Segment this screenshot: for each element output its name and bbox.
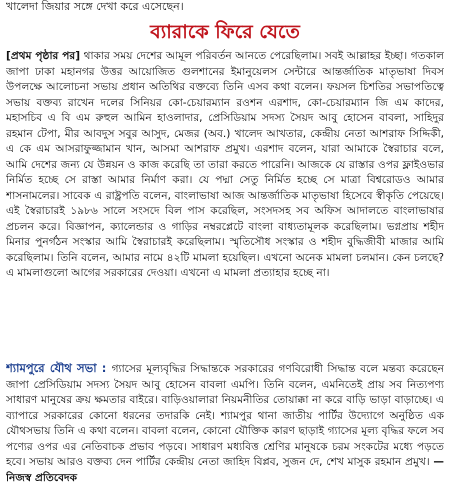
article-paragraph: থাকার সময় দেশের আমূল পরিবর্তন আনতে পেরেছিলাম। সবই আল্লাহর ইচ্ছা। গতকাল জাপা ঢাকা মহানগর উত্তর আয়োজিত গুলশানের ইমানুয়েলস সেন্টারে আন্তর্জাতিক মাতৃভাষা দিবস উপলক্ষে আলোচনা সভায় প্রধান অতিথির বক্তব্যে তিনি এসব কথা বলেন। ফয়সল চিশতির সভাপতিত্বে সভায় বক্তব্য রাখেন দলের সিনিয়র কো-চেয়ারম্যান রওশন এরশাদ, কো-চেয়ারম্যান জি এম কাদের, মহাসচিব এ বি এম রুহুল আমিন হাওলাদার, প্রেসিডিয়াম সদস্য সৈয়দ আবু হোসেন বাবলা, সাহিদুর রহমান টেপা, মীর আবদুস সবুর আসুদ, মেজর (অব.) খালেদ আখতার, কেন্দ্রীয় নেতা আশরাফ সিদ্দিকী, এ কে এম আসরাফুজ্জামান খান, আসমা আশরাফ প্রমুখ। এরশাদ বলেন, যারা আমাকে স্বৈরাচার বলে, আমি দেশের জন্য যে উন্নয়ন ও কাজ করেছি তা তারা করতে পারেনি। আজকে যে রাস্তার ওপর ফ্লাইওভার নির্মিত হচ্ছে সে রাস্তা আমার নির্মাণ করা। যে পদ্মা সেতু নির্মিত হচ্ছে সে মাত্রা বিশ্বরোডও আমার শাসনামলের। সাবেক এ রাষ্ট্রপতি বলেন, বাংলাভাষা আজ আন্তর্জাতিক মাতৃভাষা হিসেবে স্বীকৃতি পেয়েছে। এই স্বৈরাচারই ১৯৮৬ সালে সংসদে বিল পাস করেছিল, সংসদসহ সব অফিস আদালতে বাংলাভাষার প্রচলন করে। বিজ্ঞাপন, ক্যালেন্ডার ও গাড়ির নম্বরপ্লেটে বাংলা বাধ্যতামূলক করেছিলাম। ভগ্নপ্রায় শহীদ মিনার পুনর্গঠন সংস্কার আমি স্বৈরাচারই করেছিলাম। স্মৃতিসৌধ সংস্কার ও শহীদ বুদ্ধিজীবী মাজার আমি করেছিলাম। তিনি বলেন, আমার নামে ৪২টি মামলা হয়েছিল। এখনো অনেক মামলা চলমান। কেন চলছে? এ মামলাগুলো আগের সরকারের দেওয়া। এখনো এ মামলা প্রত্যাহার হচ্ছে না।: [6, 50, 444, 279]
subsection-title: শ্যামপুরে যৌথ সভা: [6, 361, 97, 375]
subsection: [6, 361, 444, 500]
continuation-tag: প্রথম পৃষ্ঠার পর: [10, 50, 76, 62]
subsection-paragraph: গ্যাসের মূল্যবৃদ্ধির সিদ্ধান্তকে সরকারের গণবিরোধী সিদ্ধান্ত বলে মন্তব্য করেছেন জাপা প্রেসিডিয়াম সদস্য সৈয়দ আবু হোসেন বাবলা এমপি। তিনি বলেন, এমনিতেই প্রায় সব নিত্যপণ্য সাধারণ মানুষের ক্রয় ক্ষমতার বাইরে। বাড়িওয়ালারা নিয়মনীতির তোয়াক্কা না করে বাড়ি ভাড়া বাড়াচ্ছে। এ ব্যাপারে সরকারের কোনো ধরনের তদারকি নেই। শ্যামপুর থানা জাতীয় পার্টির উদ্যোগে অনুষ্ঠিত এক যৌথসভায় তিনি এ কথা বলেন। বাবলা বলেন, কোনো যৌক্তিক কারণ ছাড়াই গ্যাসের মূল্য বৃদ্ধির ফলে সব পণ্যের ওপর এর নেতিবাচক প্রভাব পড়বে। সাধারণ মধ্যবিত্ত শ্রেণির মানুষকে চরম সংকটের মধ্যে পড়তে হবে। সভায় আরও বক্তব্য দেন পার্টির কেন্দ্রীয় নেতা জাহিদ বিপ্লব, সুজন দে, শেখ মাসুক রহমান প্রমুখ।: [6, 363, 444, 468]
continuation-open-bracket: [: [6, 50, 11, 62]
article-body: [6, 49, 444, 359]
article-headline: ব্যারাকে ফিরে যেতে: [150, 21, 300, 43]
continuation-close-bracket: ]: [75, 50, 81, 62]
previous-article-fragment: খালেদা জিয়ার সঙ্গে দেখা করে এসেছেন।: [6, 0, 184, 13]
subsection-colon: :: [96, 361, 112, 375]
reporter-signoff: —নিজস্ব প্রতিবেদক: [6, 456, 444, 484]
